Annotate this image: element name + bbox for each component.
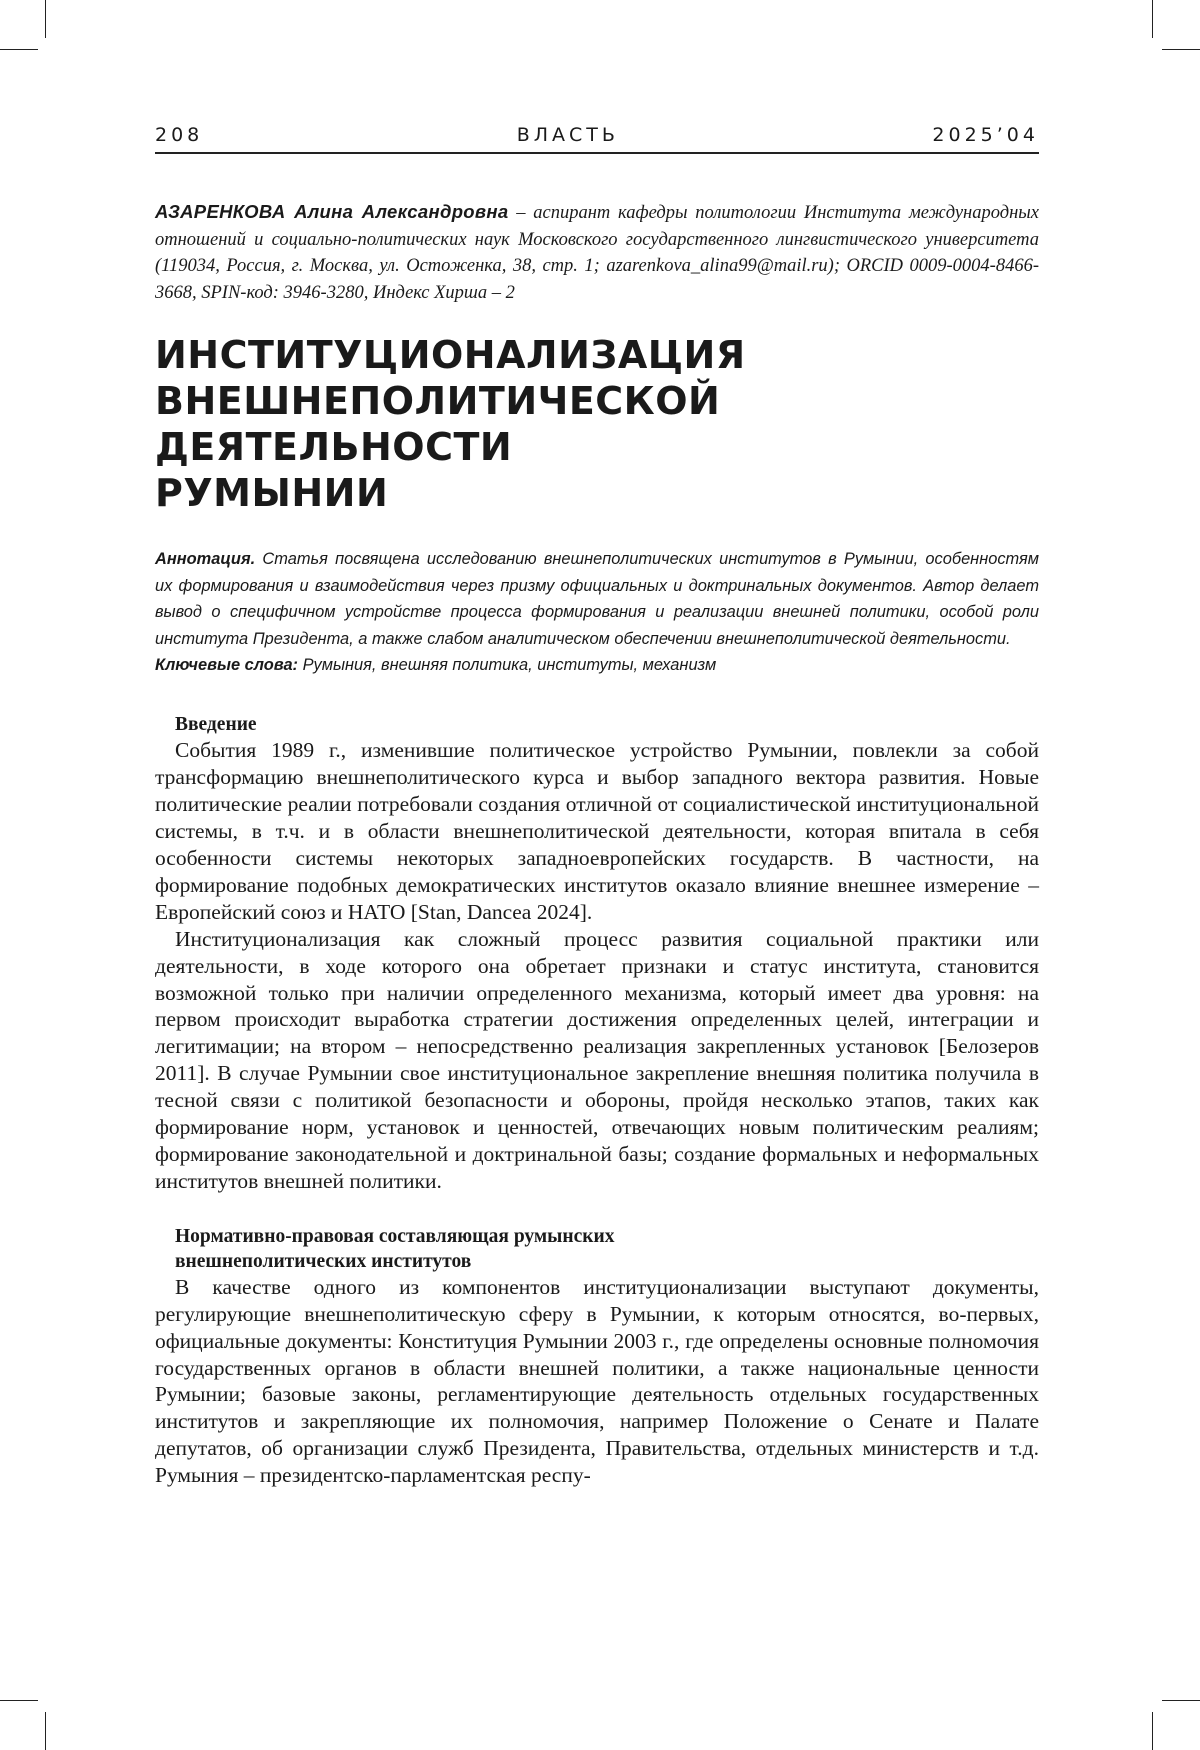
author-info bbox=[155, 199, 1039, 306]
paragraph: В качестве одного из компонентов институционализации выступают документы, регулирующие внешнеполитическую сферу в Румынии, к которым относятся, во-первых, официальные документы: Конституция Румынии 2003 г., где определены основные полномочия государственных органов в области внешней политики, а также национальные ценности Румынии; базовые законы, регламентирующие деятельность отдельных государственных институтов и закрепляющие их полномочия, например Положение о Сенате и Палате депутатов, об организации служб Президента, Правительства, отдельных министерств и т.д. Румыния – президентско-парламентская респу- bbox=[155, 1274, 1039, 1489]
page bbox=[155, 124, 1039, 1489]
crop-mark bbox=[1162, 1700, 1200, 1701]
author-name: АЗАРЕНКОВА Алина Александровна bbox=[155, 201, 508, 222]
title-line: РУМЫНИИ bbox=[155, 470, 1039, 516]
running-head bbox=[155, 124, 1039, 154]
keywords bbox=[155, 652, 1039, 678]
author-bio: – аспирант кафедры политологии Института международных отношений и социально-политических наук Московского государственного лингвистического университета (119034, Россия, г. Москва, ул. Остоженка, 38, стр. 1; azarenkova_alina99@mail.ru); ORCID 0009-0004-8466-3668, SPIN-код: 3946-3280, Индекс Хирша – 2 bbox=[155, 203, 1039, 303]
crop-mark bbox=[45, 0, 46, 38]
section-heading-normative bbox=[155, 1224, 1039, 1274]
article-title bbox=[155, 332, 1039, 516]
section-heading-line: внешнеполитических институтов bbox=[175, 1249, 1039, 1274]
journal-name: ВЛАСТЬ bbox=[517, 124, 619, 146]
paragraph: События 1989 г., изменившие политическое устройство Румынии, повлекли за собой трансформацию внешнеполитического курса и выбор западного вектора развития. Новые политические реалии потребовали создания отличной от социалистической институциональной системы, в т.ч. и в области внешнеполитической деятельности, которая впитала в себя особенности системы некоторых западноевропейских государств. В частности, на формирование подобных демократических институтов оказало влияние внешнее измерение – Европейский союз и НАТО [Stan, Dancea 2024]. bbox=[155, 737, 1039, 925]
crop-mark bbox=[45, 1712, 46, 1750]
section-heading-line: Нормативно-правовая составляющая румынских bbox=[175, 1224, 1039, 1249]
intro-body bbox=[155, 737, 1039, 1194]
keywords-text: Румыния, внешняя политика, институты, механизм bbox=[298, 656, 716, 674]
crop-mark bbox=[1162, 49, 1200, 50]
crop-mark bbox=[1152, 0, 1153, 38]
abstract-label: Аннотация. bbox=[155, 550, 255, 568]
title-line: ИНСТИТУЦИОНАЛИЗАЦИЯ bbox=[155, 332, 1039, 378]
abstract bbox=[155, 546, 1039, 652]
section-heading-intro: Введение bbox=[155, 712, 1039, 737]
keywords-label: Ключевые слова: bbox=[155, 656, 298, 674]
crop-mark bbox=[1152, 1712, 1153, 1750]
normative-body bbox=[155, 1274, 1039, 1489]
issue-number: 2025’04 bbox=[932, 124, 1039, 146]
page-number: 208 bbox=[155, 124, 203, 146]
title-line: ВНЕШНЕПОЛИТИЧЕСКОЙ ДЕЯТЕЛЬНОСТИ bbox=[155, 378, 1039, 470]
crop-mark bbox=[0, 49, 38, 50]
abstract-text: Статья посвящена исследованию внешнеполитических институтов в Румынии, особенностям их формирования и взаимодействия через призму официальных и доктринальных документов. Автор делает вывод о специфичном устройстве процесса формирования и реализации внешней политики, особой роли института Президента, а также слабом аналитическом обеспечении внешнеполитической деятельности. bbox=[155, 550, 1039, 647]
paragraph: Институционализация как сложный процесс развития социальной практики или деятельности, в ходе которого она обретает признаки и статус института, становится возможной только при наличии определенного механизма, который имеет два уровня: на первом происходит выработка стратегии достижения определенных целей, интеграции и легитимации; на втором – непосредственно реализация закрепленных установок [Белозеров 2011]. В случае Румынии свое институциональное закрепление внешняя политика получила в тесной связи с политикой безопасности и обороны, пройдя несколько этапов, таких как формирование норм, установок и ценностей, отвечающих новым политическим реалиям; формирование законодательной и доктринальной базы; создание формальных и неформальных институтов внешней политики. bbox=[155, 926, 1039, 1195]
crop-mark bbox=[0, 1700, 38, 1701]
